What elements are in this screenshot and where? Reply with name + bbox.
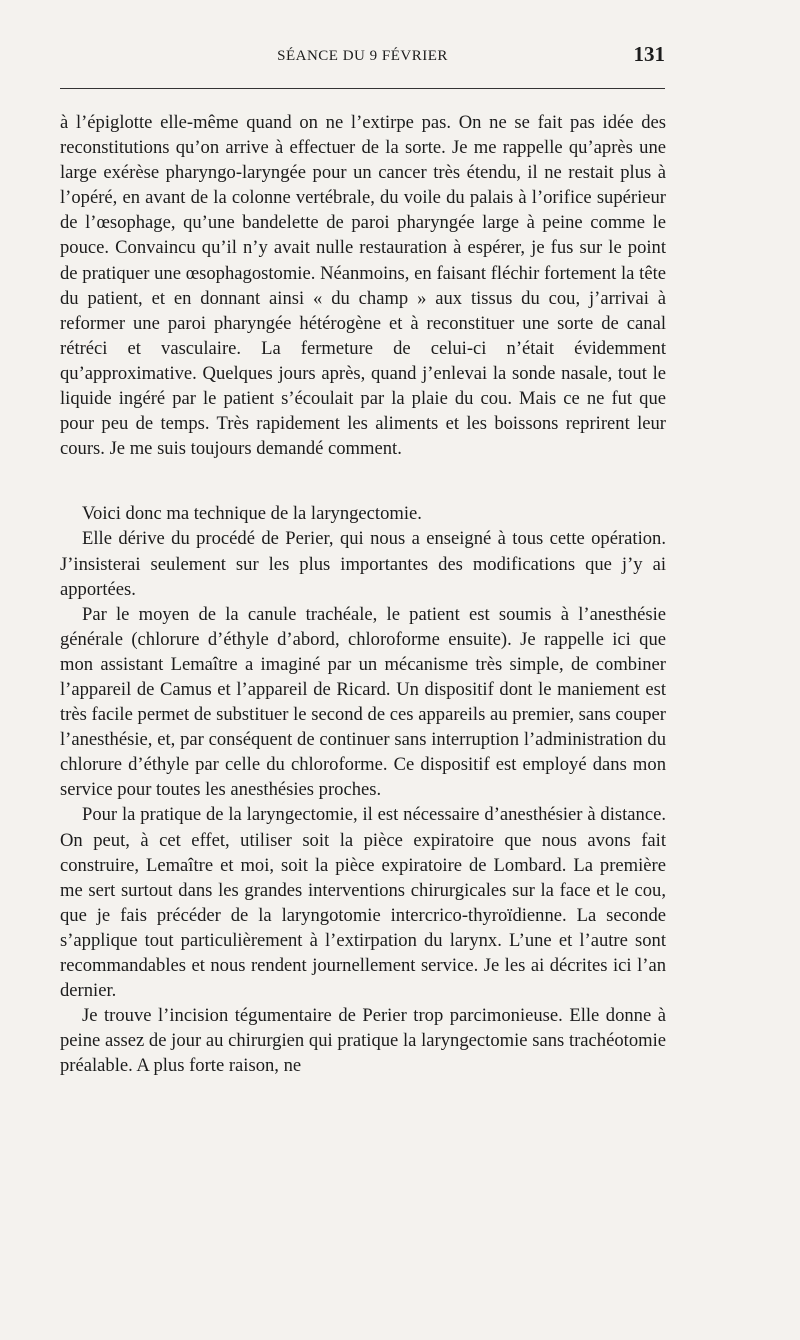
body-text: [60, 110, 666, 1078]
section-break: [60, 461, 666, 501]
running-header: [60, 44, 665, 84]
paragraph: Je trouve l’incision tégumentaire de Perier trop parcimonieuse. Elle donne à peine assez de jour au chirurgien qui pratique la laryngectomie sans trachéotomie préalable. A plus forte raison, ne: [60, 1005, 666, 1077]
header-rule: [60, 88, 665, 89]
paragraph: Par le moyen de la canule trachéale, le patient est soumis à l’anesthésie générale (chlorure d’éthyle d’abord, chloroforme ensuite). Je rappelle ici que mon assistant Lemaître a imaginé par un mécanisme très simple, de combiner l’appareil de Camus et l’appareil de Ricard. Un dispositif dont le maniement est très facile permet de substituer le second de ces appareils au premier, sans couper l’anesthésie, et, par conséquent de continuer sans interruption l’administration du chlorure d’éthyle par celle du chloroforme. Ce dispositif est employé dans mon service pour toutes les anesthésies proches.: [60, 603, 666, 801]
paragraph-continuation: à l’épiglotte elle-même quand on ne l’extirpe pas. On ne se fait pas idée des reconstitutions qu’on arrive à effectuer de la sorte. Je me rappelle qu’après une large exérèse pharyngo-laryngée pour un cancer très étendu, il ne restait plus à l’opéré, en avant de la colonne vertébrale, du voile du palais à l’orifice supérieur de l’œsophage, qu’une bandelette de paroi pharyngée large à peine comme le pouce. Convaincu qu’il n’y avait nulle restauration à espérer, je fus sur le point de pratiquer une œsophagostomie. Néanmoins, en faisant fléchir fortement la tête du patient, et en donnant ainsi « du champ » aux tissus du cou, j’arrivai à reformer une paroi pharyngée hétérogène et à reconstituer une sorte de canal rétréci et vasculaire. La fermeture de celui-ci n’était évidemment qu’approximative. Quelques jours après, quand j’enlevai la sonde nasale, tout le liquide ingéré par le patient s’écoulait par la plaie du cou. Mais ce ne fut que pour peu de temps. Très rapidement les aliments et les boissons reprirent leur cours. Je me suis toujours demandé comment.: [60, 112, 666, 460]
paragraph: Pour la pratique de la laryngectomie, il est nécessaire d’anesthésier à distance. On peut, à cet effet, utiliser soit la pièce expiratoire que nous avons fait construire, Lemaître et moi, soit la pièce expiratoire de Lombard. La première me sert surtout dans les grandes interventions chirurgicales sur la face et le cou, que je fais précéder de la laryngotomie intercrico-thyroïdienne. La seconde s’applique tout particulièrement à l’extirpation du larynx. L’une et l’autre sont recommandables et nous rendent journellement service. Je les ai décrites ici l’an dernier.: [60, 804, 666, 1002]
header-title: SÉANCE DU 9 FÉVRIER: [277, 48, 448, 64]
page-number: 131: [633, 42, 665, 66]
paragraph: Voici donc ma technique de la laryngectomie.: [82, 503, 422, 525]
paragraph: Elle dérive du procédé de Perier, qui nous a enseigné à tous cette opération. J’insisterai seulement sur les plus importantes des modifications que j’y ai apportées.: [60, 528, 666, 600]
